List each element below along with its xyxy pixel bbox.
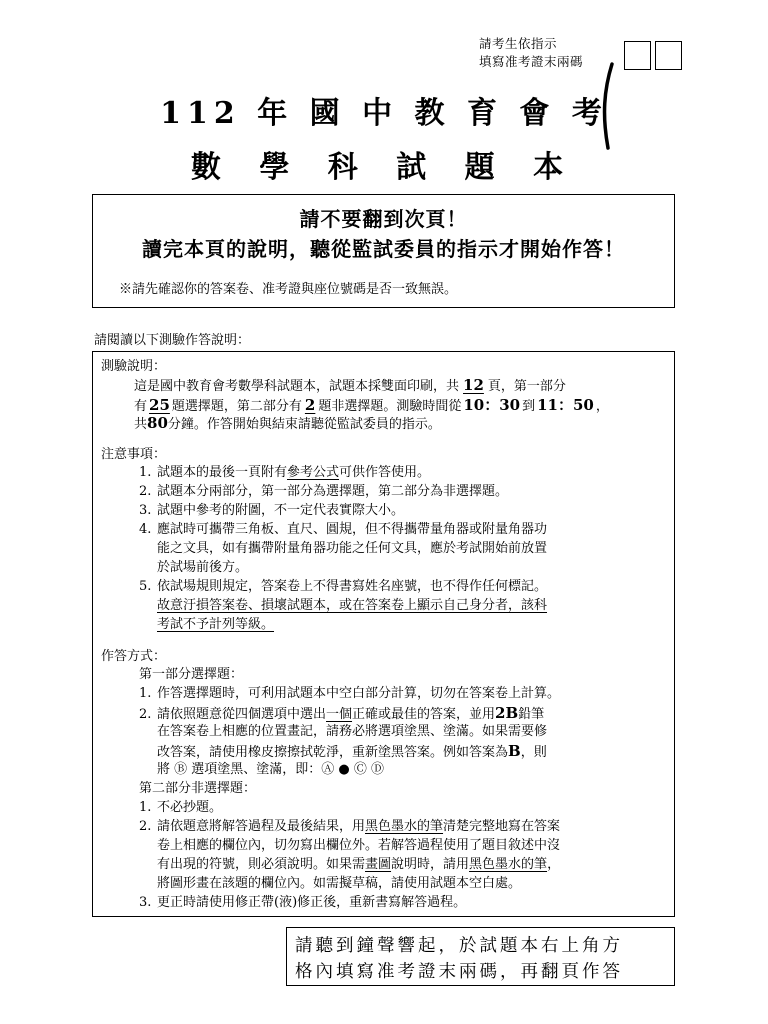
bold-text: 2B (495, 704, 519, 722)
text: ， (547, 857, 561, 872)
underlined-text: 畫圖 (365, 857, 392, 872)
turn-page-instruction-box (286, 927, 675, 986)
text: 這是國中教育會考數學科試題本，試題本採雙面印刷，共 (134, 379, 460, 394)
note-2 (139, 483, 508, 501)
number: 5. (139, 579, 152, 594)
part-1-heading: 第一部分選擇題： (139, 667, 244, 682)
part-2-item-2-line-4: 將圖形畫在該題的欄位內。如需擬草稿，請使用試題本空白處。 (157, 876, 522, 891)
text: 頁，第一部分 (487, 379, 566, 394)
part-1-item-2-line-2: 在答案卷上相應的位置畫記，請務必將選項塗黑、塗滿。如果需要修 (157, 724, 548, 739)
note-5-line-1 (139, 578, 547, 596)
page-count: 12 (463, 376, 484, 394)
open-count: 2 (304, 396, 316, 414)
part-2-item-2-line-3 (157, 856, 560, 874)
text: 有出現的符號，則必須說明。如果需 (157, 857, 366, 872)
text: 試題中參考的附圖，不一定代表實際大小。 (157, 503, 405, 518)
test-description-line-1 (134, 376, 566, 396)
text: 到 (522, 399, 536, 414)
underlined-text: 黑色墨水的筆 (365, 819, 444, 834)
note-4-line-1 (139, 521, 547, 539)
note-1 (139, 464, 430, 482)
text: 共 (134, 417, 148, 432)
text: 依試場規則規定，答案卷上不得書寫姓名座號，也不得作任何標記。 (157, 579, 548, 594)
underlined-text: 一個 (326, 707, 353, 722)
part-1-item-1 (139, 685, 560, 703)
part-1-item-2-line-4: 將 Ⓑ 選項塗黑、塗滿，即：Ⓐ ● Ⓒ Ⓓ (157, 762, 385, 777)
note-5-line-2: 故意汙損答案卷、損壞試題本，或在答案卷上顯示自己身分者，該科 (157, 598, 548, 613)
warning-line-2: 讀完本頁的說明，聽從監試委員的指示才開始作答！ (142, 237, 625, 261)
part-2-heading: 第二部分非選擇題： (139, 781, 257, 796)
note-4-line-2: 能之文具，如有攜帶附量角器功能之任何文具，應於考試開始前放置 (157, 541, 548, 556)
text: 正確或最佳的答案，並用 (352, 707, 496, 722)
underlined-text: 參考公式 (287, 465, 340, 480)
exam-title: 112 年 國 中 教 育 會 考 (160, 96, 608, 131)
text: 試題本分兩部分，第一部分為選擇題，第二部分為非選擇題。 (157, 484, 509, 499)
part-1-item-2-line-3 (157, 742, 547, 762)
instructions-box (92, 351, 675, 917)
text: 鉛筆 (518, 707, 545, 722)
admission-digit-box-1[interactable] (624, 41, 651, 70)
text: 有 (134, 399, 148, 414)
text: 清楚完整地寫在答案 (443, 819, 561, 834)
text: 題選擇題，第二部分有 (171, 399, 302, 414)
text: 請依題意將解答過程及最後結果，用 (157, 819, 366, 834)
part-2-item-3 (139, 894, 466, 912)
time-end: 11：50 (537, 396, 594, 414)
corner-note-line-2: 填寫准考證末兩碼 (479, 54, 584, 69)
number: 2. (139, 707, 152, 722)
number: 1. (139, 686, 152, 701)
text: 說明時，請用 (391, 857, 470, 872)
corner-note-line-1: 請考生依指示 (479, 36, 558, 51)
time-start: 10：30 (463, 396, 521, 414)
turn-page-line-1: 請聽到鐘聲響起，於試題本右上角方 (295, 936, 623, 956)
turn-page-line-2: 格內填寫准考證末兩碼，再翻頁作答 (295, 962, 623, 982)
duration: 80 (147, 414, 168, 432)
number: 2. (139, 484, 152, 499)
section-answer-method-heading: 作答方式： (101, 649, 167, 664)
text: 分鐘。作答開始與結束請聽從監試委員的指示。 (167, 417, 441, 432)
number: 1. (139, 465, 152, 480)
text: 更正時請使用修正帶(液)修正後，重新書寫解答過程。 (157, 895, 467, 910)
note-3 (139, 502, 404, 520)
number: 3. (139, 503, 152, 518)
exam-subtitle: 數 學 科 試 題 本 (190, 150, 578, 185)
section-test-description-heading: 測驗說明： (101, 359, 167, 374)
part-2-item-2-line-1 (139, 818, 560, 836)
underlined-text: 黑色墨水的筆 (469, 857, 548, 872)
text: 試題本的最後一頁附有 (157, 465, 288, 480)
text: 作答選擇題時，可利用試題本中空白部分計算，切勿在答案卷上計算。 (157, 686, 561, 701)
number: 2. (139, 819, 152, 834)
text: 改答案，請使用橡皮擦擦拭乾淨，重新塗黑答案。例如答案為 (157, 745, 509, 760)
test-description-line-3 (134, 414, 441, 434)
section-notes-heading: 注意事項： (101, 447, 167, 462)
text: 題非選擇題。測驗時間從 (318, 399, 462, 414)
number: 1. (139, 800, 152, 815)
part-1-item-2-line-1 (139, 704, 544, 724)
note-4-line-3: 於試場前後方。 (157, 560, 249, 575)
corner-instruction (479, 35, 583, 71)
number: 4. (139, 522, 152, 537)
text: ，則 (520, 745, 547, 760)
mc-count: 25 (149, 396, 170, 414)
text: 不必抄題。 (157, 800, 223, 815)
admission-digit-box-2[interactable] (655, 41, 682, 70)
part-2-item-1 (139, 799, 222, 817)
warning-note: ※請先確認你的答案卷、准考證與座位號碼是否一致無誤。 (119, 282, 458, 297)
read-intro: 請閱讀以下測驗作答說明： (94, 333, 251, 348)
part-2-item-2-line-2: 卷上相應的欄位內，切勿寫出欄位外。若解答過程使用了題目敘述中沒 (157, 838, 561, 853)
test-description-line-2 (134, 396, 609, 416)
text: 請依照題意從四個選項中選出 (157, 707, 327, 722)
bold-text: B (508, 742, 521, 760)
text: 可供作答使用。 (339, 465, 431, 480)
note-5-line-3: 考試不予計列等級。 (157, 617, 275, 632)
text: 應試時可攜帶三角板、直尺、圓規，但不得攜帶量角器或附量角器功 (157, 522, 548, 537)
warning-box (92, 194, 675, 308)
warning-line-1: 請不要翻到次頁！ (299, 207, 468, 231)
text: ， (595, 399, 609, 414)
number: 3. (139, 895, 152, 910)
